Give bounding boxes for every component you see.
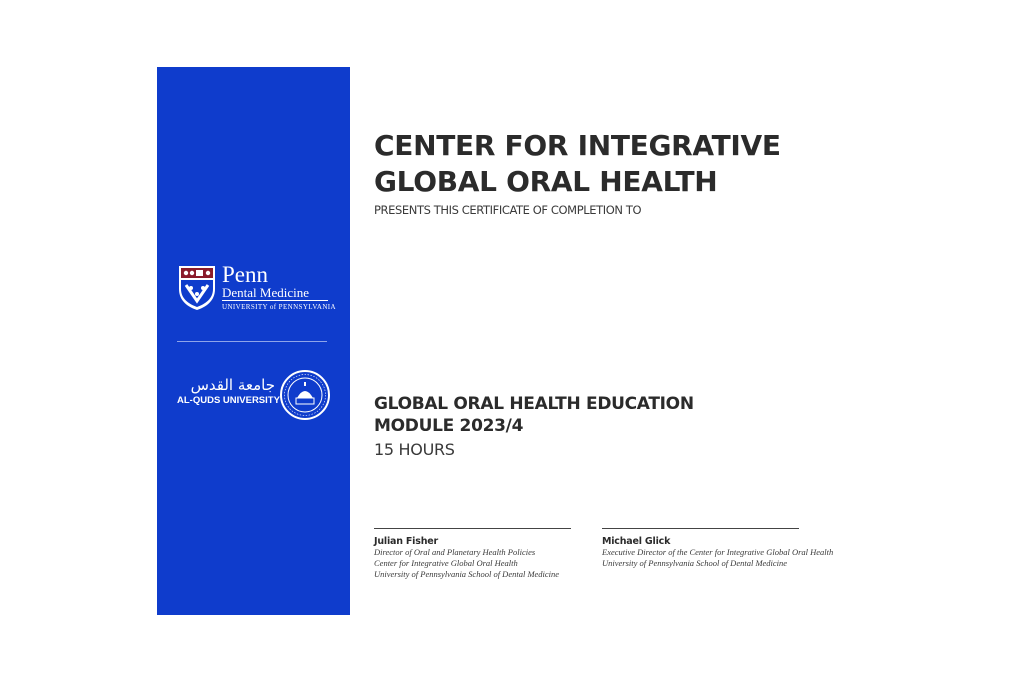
module-title-line2: MODULE 2023/4 — [374, 416, 524, 436]
module-hours: 15 HOURS — [374, 440, 455, 459]
signature-line — [602, 528, 799, 529]
al-quds-seal-icon — [279, 369, 331, 421]
signatory-role: Executive Director of the Center for Integrative Global Oral Health — [602, 547, 834, 557]
al-quds-latin-name: AL-QUDS UNIVERSITY — [177, 395, 280, 406]
signature-line — [374, 528, 571, 529]
certificate-title-line2: GLOBAL ORAL HEALTH — [374, 165, 718, 198]
module-title — [374, 393, 694, 437]
al-quds-logo — [177, 369, 337, 423]
penn-dental-logo — [178, 262, 338, 313]
certificate-title-line1: CENTER FOR INTEGRATIVE — [374, 129, 781, 162]
module-title-line1: GLOBAL ORAL HEALTH EDUCATION — [374, 394, 694, 414]
penn-shield-icon — [178, 265, 216, 311]
signatory-role: University of Pennsylvania School of Dental Medicine — [602, 558, 788, 568]
panel-divider — [177, 341, 327, 342]
penn-university: UNIVERSITY of PENNSYLVANIA — [222, 303, 336, 311]
signature-block-fisher — [374, 528, 634, 580]
certificate-title — [374, 128, 781, 200]
signatory-role: Director of Oral and Planetary Health Policies — [374, 547, 536, 557]
penn-wordmark: Penn — [222, 262, 268, 287]
signatory-name: Julian Fisher — [374, 536, 438, 547]
signature-block-glick — [602, 528, 862, 569]
al-quds-arabic-name: جامعة القدس — [190, 376, 275, 394]
penn-department: Dental Medicine — [222, 285, 309, 300]
signatory-role: Center for Integrative Global Oral Health — [374, 558, 518, 568]
signatory-name: Michael Glick — [602, 536, 671, 547]
blue-side-panel — [157, 67, 350, 615]
penn-logo-rule — [222, 300, 328, 301]
signatory-role: University of Pennsylvania School of Dental Medicine — [374, 569, 560, 579]
certificate-subtitle: PRESENTS THIS CERTIFICATE OF COMPLETION TO — [374, 203, 642, 217]
